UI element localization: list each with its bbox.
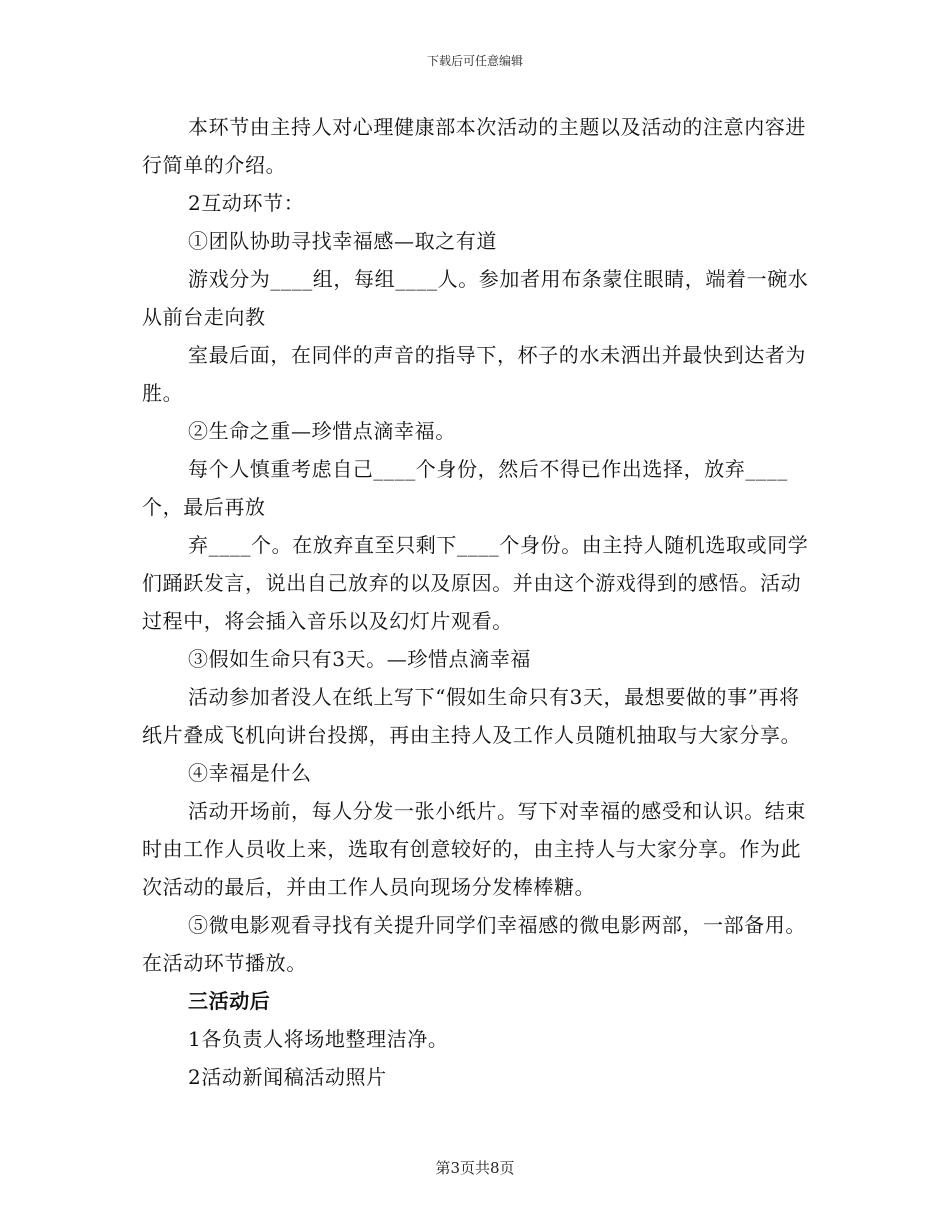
paragraph-item-3-rules: 活动参加者没人在纸上写下“假如生命只有3天，最想要做的事”再将纸片叠成飞机向讲台投掷，再由主持人及工作人员随机抽取与大家分享。 — [142, 685, 802, 747]
paragraph-intro: 本环节由主持人对心理健康部本次活动的主题以及活动的注意内容进行简单的介绍。 — [142, 115, 806, 177]
paragraph-after-1: 1各负责人将场地整理洁净。 — [188, 1027, 449, 1051]
paragraph-item-1-title: ①团队协助寻找幸福感—取之有道 — [188, 229, 497, 253]
paragraph-item-1-rules: 游戏分为____组，每组____人。参加者用布条蒙住眼睛，端着一碗水从前台走向教 — [142, 267, 809, 329]
paragraph-item-2-title: ②生命之重—珍惜点滴幸福。 — [188, 419, 456, 443]
paragraph-item-4-rules: 活动开场前，每人分发一张小纸片。写下对幸福的感受和认识。结束时由工作人员收上来，选取有创意较好的，由主持人与大家分享。作为此次活动的最后，并由工作人员向现场分发棒棒糖。 — [142, 799, 806, 899]
section-heading-after-activity: 三活动后 — [188, 989, 271, 1013]
paragraph-item-1-rules-cont: 室最后面，在同伴的声音的指导下，杯子的水未洒出并最快到达者为胜。 — [142, 343, 806, 405]
paragraph-after-2: 2活动新闻稿活动照片 — [188, 1065, 387, 1089]
page-header-note: 下载后可任意编辑 — [426, 54, 523, 68]
paragraph-item-3-title: ③假如生命只有3天。—珍惜点滴幸福 — [188, 647, 531, 671]
paragraph-item-5: ⑤微电影观看寻找有关提升同学们幸福感的微电影两部，一部备用。在活动环节播放。 — [142, 913, 806, 975]
paragraph-item-2-rules: 每个人慎重考虑自己____个身份，然后不得已作出选择，放弃____个，最后再放 — [142, 457, 788, 519]
page-number: 第3页共8页 — [435, 1159, 515, 1177]
paragraph-item-4-title: ④幸福是什么 — [188, 761, 312, 785]
paragraph-item-2-rules-cont: 弃____个。在放弃直至只剩下____个身份。由主持人随机选取或同学们踊跃发言，说出自己放弃的以及原因。并由这个游戏得到的感悟。活动过程中，将会插入音乐以及幻灯片观看。 — [142, 533, 809, 633]
document-body — [142, 108, 810, 1096]
paragraph-interaction-heading: 2互动环节： — [188, 191, 305, 215]
